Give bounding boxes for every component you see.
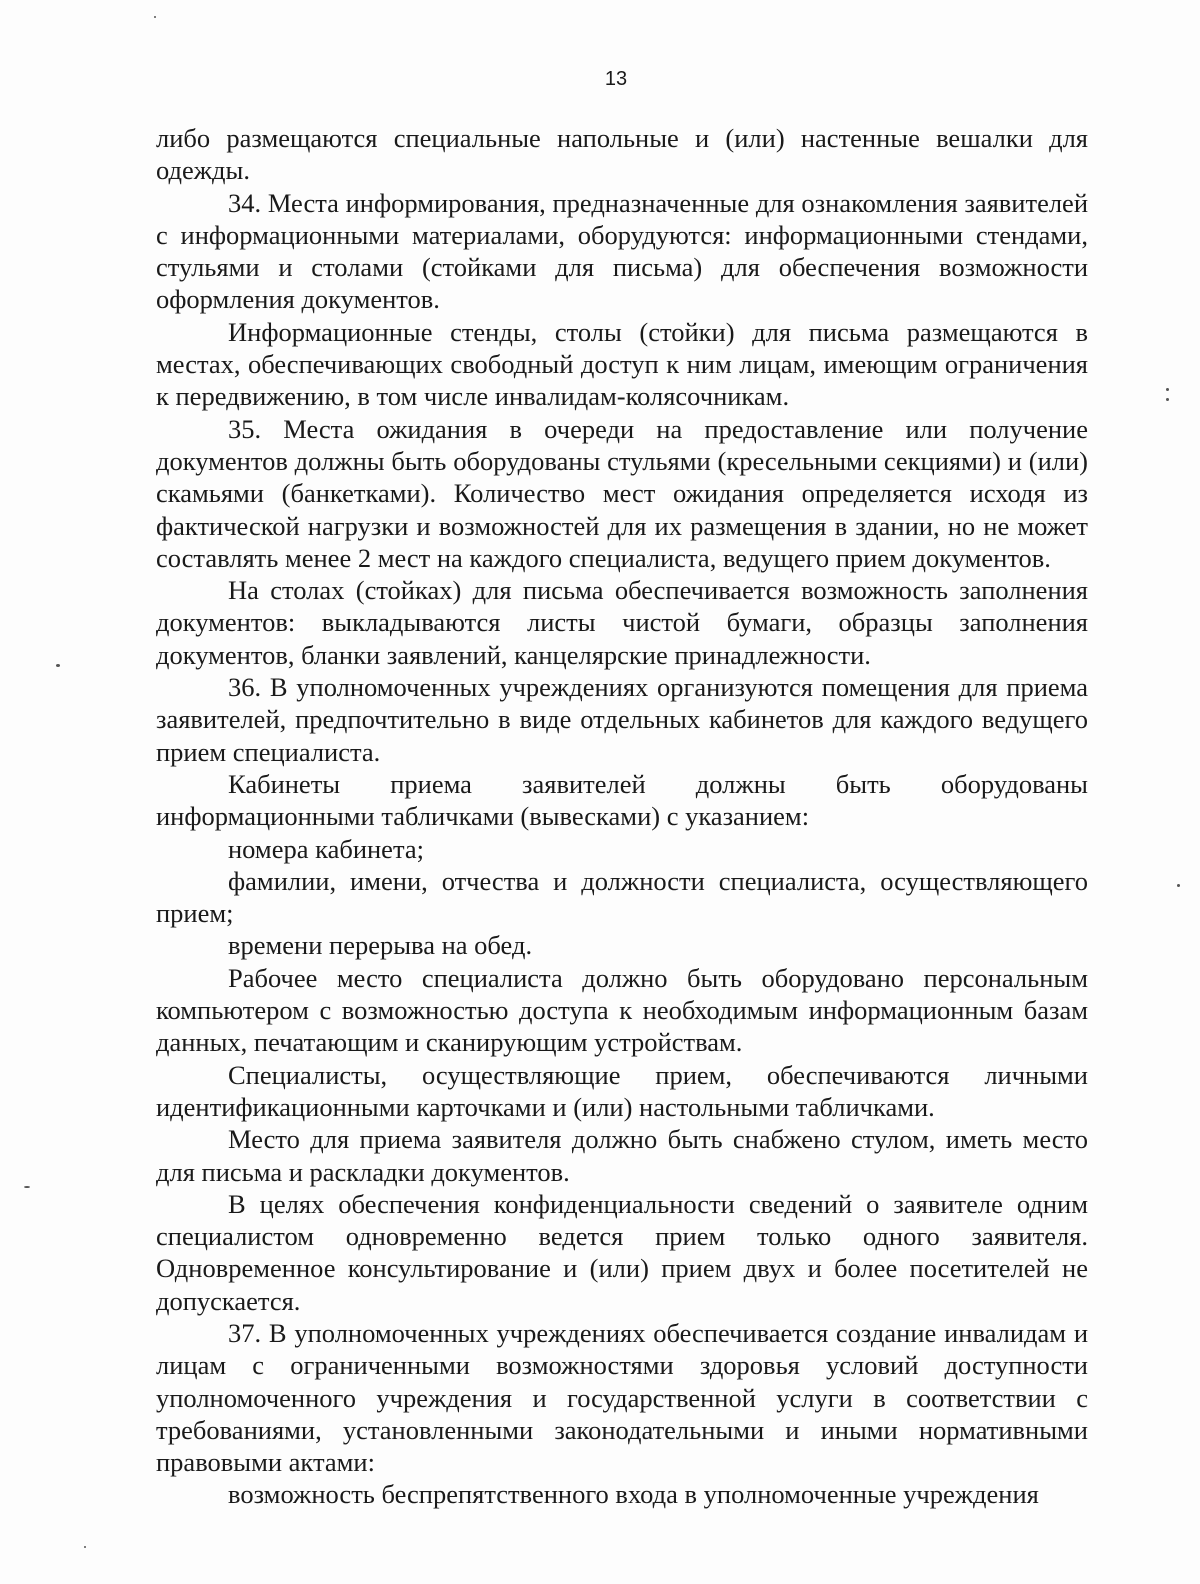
list-item: номера кабинета; xyxy=(228,833,424,864)
scan-speck xyxy=(1166,388,1169,391)
paragraph-item-37: 37. В уполномоченных учреждениях обеспечивается создание инвалидам и лицам с ограниченными возможностями здоровья условий доступности уполномоченного учреждения и государственной услуги в соответствии с требованиями, установленными законодательными и иными нормативными правовыми актами: xyxy=(156,1317,1088,1478)
paragraph-item-34: 34. Места информирования, предназначенные для ознакомления заявителей с информационными материалами, оборудуются: информационными стендами, стульями и столами (стойками для письма) для обеспечения возможности оформления документов. xyxy=(156,187,1088,315)
scan-speck xyxy=(154,16,156,18)
list-item: времени перерыва на обед. xyxy=(228,930,533,961)
paragraph: В целях обеспечения конфиденциальности сведений о заявителе одним специалистом одновременно ведется прием только одного заявителя. Одновременное консультирование и (или) прием двух и более посетителей не допускается. xyxy=(156,1188,1088,1316)
paragraph: либо размещаются специальные напольные и (или) настенные вешалки для одежды. xyxy=(156,123,1088,186)
paragraph: возможность беспрепятственного входа в уполномоченные учреждения xyxy=(228,1479,1039,1510)
list-item: фамилии, имени, отчества и должности специалиста, осуществляющего прием; xyxy=(156,865,1088,929)
document-body xyxy=(156,122,1088,1511)
scan-speck xyxy=(56,664,60,667)
paragraph: Специалисты, осуществляющие прием, обеспечиваются личными идентификационными карточками и (или) настольными табличками. xyxy=(156,1059,1088,1122)
scan-speck xyxy=(24,1186,30,1188)
paragraph: Кабинеты приема заявителей должны быть оборудованы информационными табличками (вывесками) с указанием: xyxy=(156,768,1088,832)
scan-speck xyxy=(1166,398,1169,401)
paragraph: Место для приема заявителя должно быть снабжено стулом, иметь место для письма и раскладки документов. xyxy=(156,1124,1088,1187)
page-number: 13 xyxy=(604,68,628,90)
paragraph-item-36: 36. В уполномоченных учреждениях организуются помещения для приема заявителей, предпочтительно в виде отдельных кабинетов для каждого ведущего прием специалиста. xyxy=(156,672,1088,767)
scan-speck xyxy=(1177,884,1180,887)
paragraph: Рабочее место специалиста должно быть оборудовано персональным компьютером с возможностью доступа к необходимым информационным базам данных, печатающим и сканирующим устройствам. xyxy=(156,962,1088,1058)
scan-speck xyxy=(84,1546,86,1548)
paragraph: Информационные стенды, столы (стойки) для письма размещаются в местах, обеспечивающих свободный доступ к ним лицам, имеющим ограничения к передвижению, в том числе инвалидам-колясочникам. xyxy=(156,316,1088,412)
paragraph: На столах (стойках) для письма обеспечивается возможность заполнения документов: выкладываются листы чистой бумаги, образцы заполнения документов, бланки заявлений, канцелярские принадлежности. xyxy=(156,575,1088,670)
paragraph-item-35: 35. Места ожидания в очереди на предоставление или получение документов должны быть оборудованы стульями (кресельными секциями) и (или) скамьями (банкетками). Количество мест ожидания определяется исходя из фактической нагрузки и возможностей для их размещения в здании, но не может составлять менее 2 мест на каждого специалиста, ведущего прием документов. xyxy=(156,413,1088,573)
